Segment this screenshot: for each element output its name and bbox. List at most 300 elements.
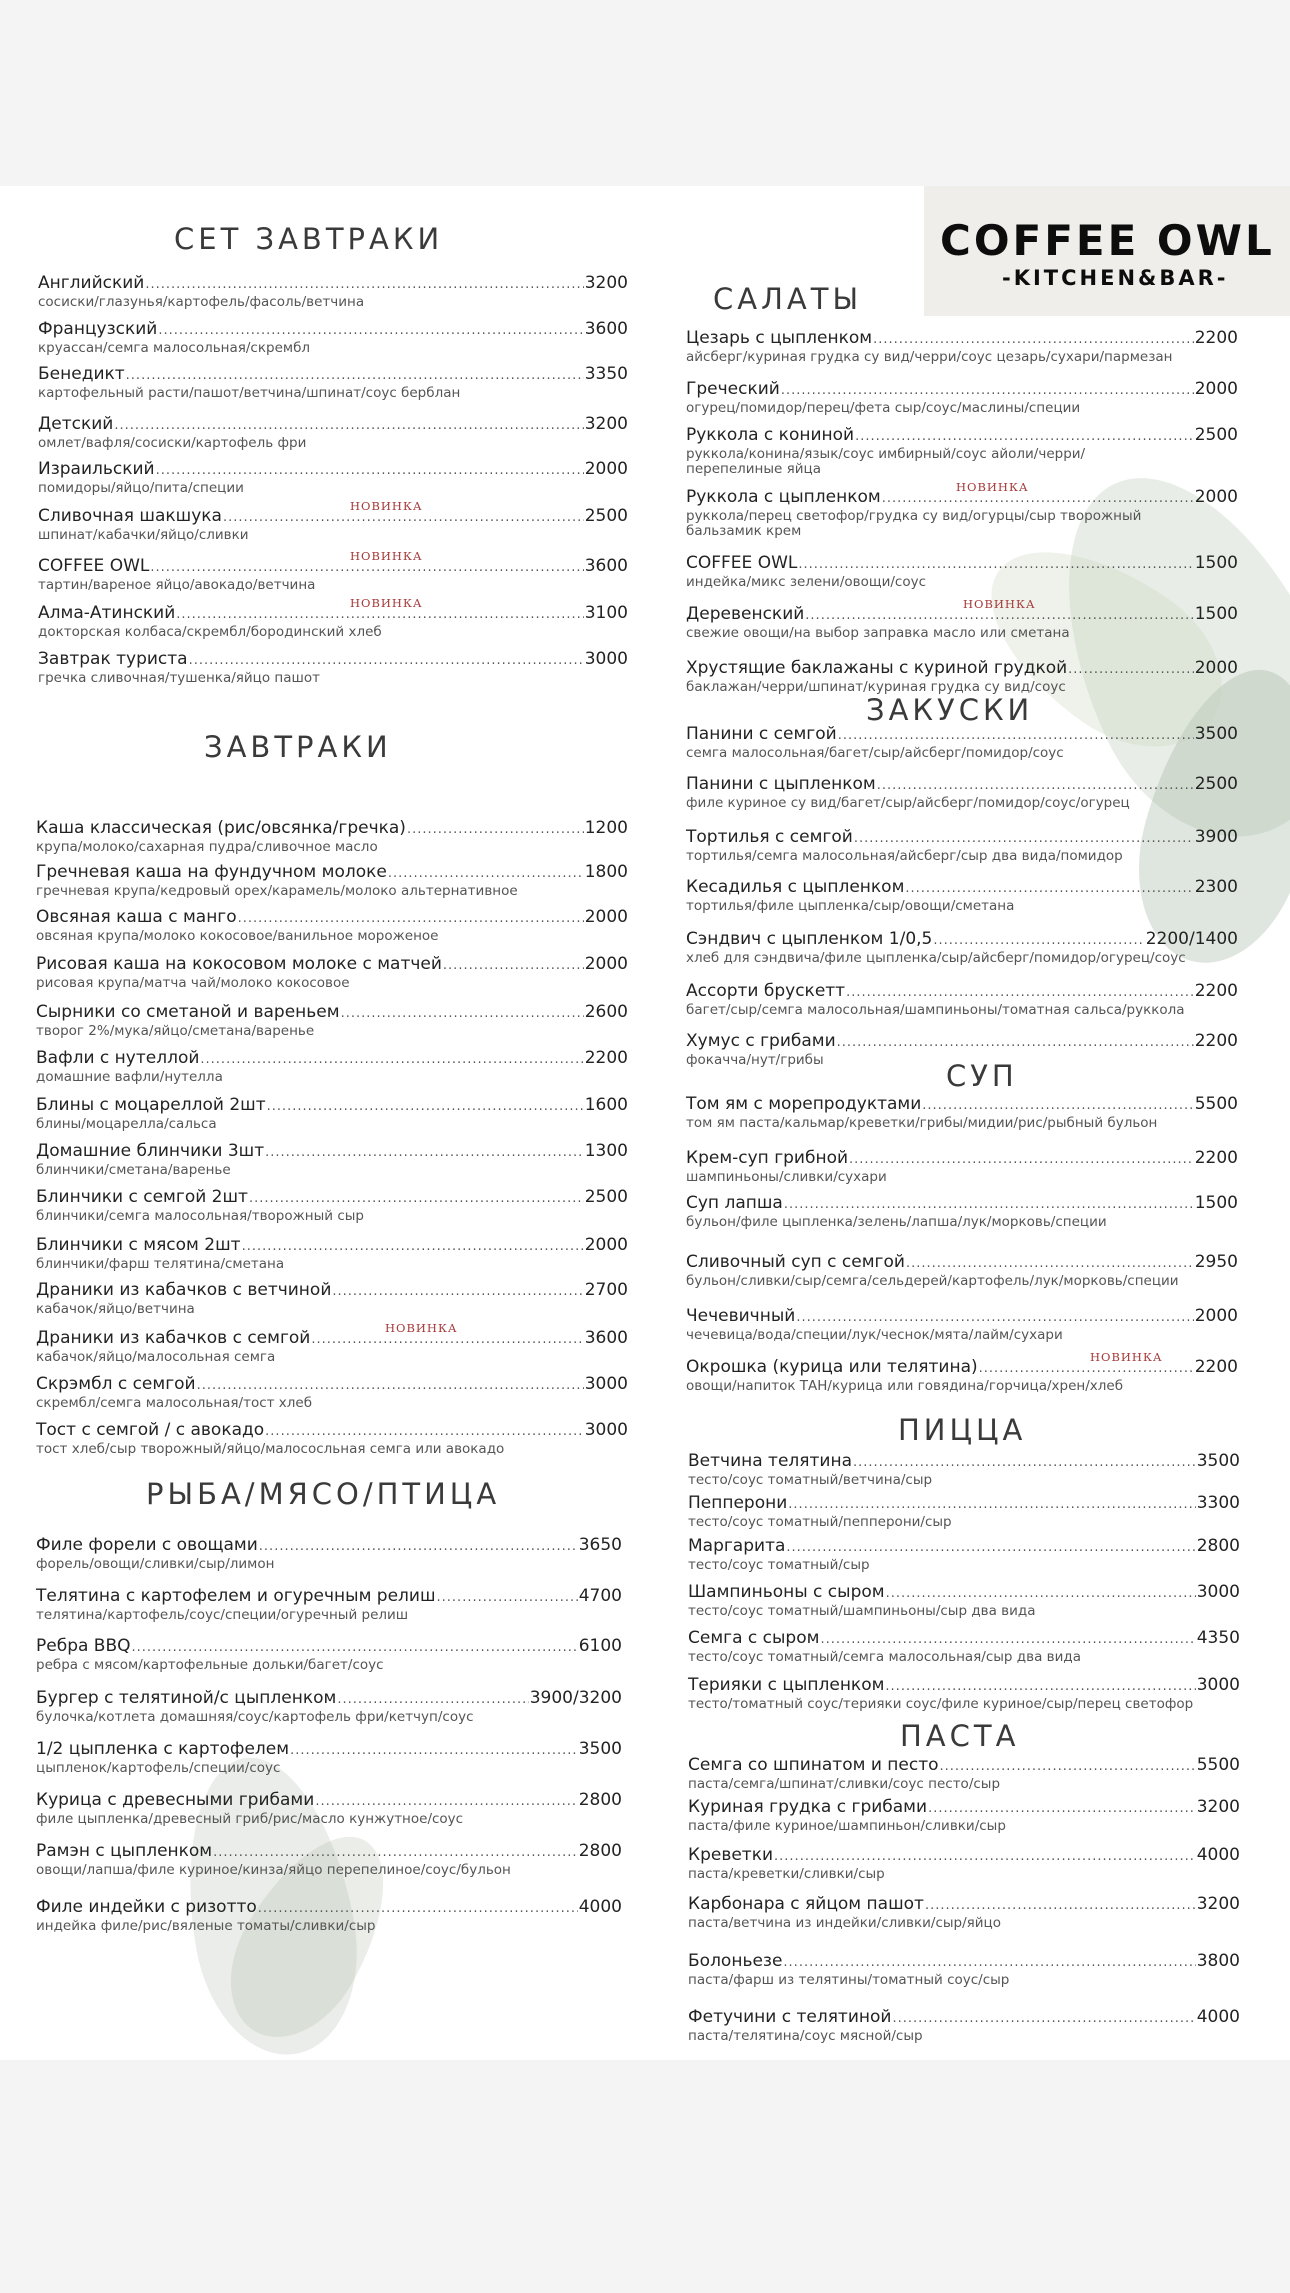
menu-item-breakfast	[36, 1187, 628, 1224]
menu-item-description: огурец/помидор/перец/фета сыр/соус/маслины/специи	[686, 400, 1081, 416]
menu-item-description: индейка филе/рис/вяленые томаты/сливки/сыр	[36, 1918, 376, 1934]
menu-item-price: 3500	[1194, 724, 1238, 744]
menu-item-description: блинчики/сметана/варенье	[36, 1162, 231, 1178]
menu-item-price: 2600	[584, 1002, 628, 1022]
menu-item-description: руккола/перец светофор/грудка су вид/огурцы/сыр творожный бальзамик крем	[686, 508, 1142, 539]
menu-item-pasta	[688, 1797, 1240, 1834]
menu-item-row	[686, 425, 1238, 447]
menu-item-row	[36, 954, 628, 976]
menu-item-name: Детский	[38, 414, 114, 434]
menu-item-row	[688, 1755, 1240, 1777]
menu-item-description: паста/филе куриное/шампиньон/сливки/сыр	[688, 1818, 1006, 1834]
menu-item-row	[36, 1739, 622, 1761]
menu-item-description: цыпленок/картофель/специи/соус	[36, 1760, 281, 1776]
menu-item-price: 2700	[584, 1280, 628, 1300]
menu-item-description: паста/фарш из телятины/томатный соус/сыр	[688, 1972, 1010, 1988]
menu-item-price: 2000	[1194, 379, 1238, 399]
menu-item-price: 2000	[584, 907, 628, 927]
dot-leader	[242, 1237, 584, 1257]
menu-item-price: 2000	[1194, 1306, 1238, 1326]
menu-item-breakfast	[36, 1095, 628, 1132]
menu-item-row	[38, 506, 628, 528]
menu-item-price: 3000	[584, 1374, 628, 1394]
new-badge: НОВИНКА	[1090, 1350, 1163, 1364]
menu-item-description: айсберг/куриная грудка су вид/черри/соус цезарь/сухари/пармезан	[686, 349, 1173, 365]
menu-item-row	[36, 1897, 622, 1919]
menu-item-description: тортилья/филе цыпленка/сыр/овощи/сметана	[686, 898, 1015, 914]
menu-item-price: 1500	[1194, 1193, 1238, 1213]
menu-item-name: Каша классическая (рис/овсянка/гречка)	[36, 818, 406, 838]
menu-item-description: семга малосольная/багет/сыр/айсберг/помидор/соус	[686, 745, 1064, 761]
menu-item-pasta	[688, 2007, 1240, 2044]
menu-item-description: форель/овощи/сливки/сыр/лимон	[36, 1556, 275, 1572]
menu-item-price: 3600	[584, 319, 628, 339]
menu-item-salads	[686, 328, 1238, 365]
menu-item-price: 3350	[584, 364, 628, 384]
menu-item-breakfast	[36, 1420, 628, 1457]
menu-item-price: 2200	[584, 1048, 628, 1068]
dot-leader	[407, 820, 584, 840]
menu-item-row	[686, 553, 1238, 575]
menu-item-row	[688, 1451, 1240, 1473]
menu-item-name: Телятина с картофелем и огуречным релиш	[36, 1586, 436, 1606]
menu-item-row	[36, 1095, 628, 1117]
dot-leader	[928, 1799, 1196, 1819]
dot-leader	[820, 1630, 1195, 1650]
menu-item-description: бульон/филе цыпленка/зелень/лапша/лук/морковь/специи	[686, 1214, 1107, 1230]
menu-item-price: 3200	[584, 273, 628, 293]
menu-item-name: Драники из кабачков с ветчиной	[36, 1280, 332, 1300]
menu-item-row	[686, 328, 1238, 350]
menu-item-breakfast	[36, 862, 628, 899]
menu-item-fish-meat	[36, 1586, 622, 1623]
menu-item-name: Курица с древесными грибами	[36, 1790, 315, 1810]
menu-item-price: 5500	[1196, 1755, 1240, 1775]
menu-item-price: 2300	[1194, 877, 1238, 897]
menu-item-name: Руккола с кониной	[686, 425, 855, 445]
menu-item-snacks	[686, 929, 1238, 966]
dot-leader	[798, 555, 1193, 575]
menu-item-name: Гречневая каша на фундучном молоке	[36, 862, 387, 882]
menu-item-soup	[686, 1252, 1238, 1289]
dot-leader	[873, 330, 1194, 350]
menu-item-description: омлет/вафля/сосиски/картофель фри	[38, 435, 307, 451]
menu-item-price: 2800	[1196, 1536, 1240, 1556]
menu-item-name: Окрошка (курица или телятина)	[686, 1357, 978, 1377]
menu-item-name: Домашние блинчики 3шт	[36, 1141, 265, 1161]
menu-item-price: 1200	[584, 818, 628, 838]
dot-leader	[796, 1308, 1193, 1328]
menu-item-set-breakfast	[38, 459, 628, 496]
menu-item-fish-meat	[36, 1841, 622, 1878]
menu-item-row	[686, 981, 1238, 1003]
menu-item-name: Семга со шпинатом и песто	[688, 1755, 939, 1775]
menu-item-description: свежие овощи/на выбор заправка масло или сметана	[686, 625, 1070, 641]
menu-item-price: 3600	[584, 1328, 628, 1348]
menu-item-snacks	[686, 877, 1238, 914]
menu-item-fish-meat	[36, 1688, 622, 1725]
menu-item-description: ребра с мясом/картофельные дольки/багет/соус	[36, 1657, 384, 1673]
menu-item-name: Английский	[38, 273, 145, 293]
dot-leader	[1068, 660, 1194, 680]
menu-item-name: Французский	[38, 319, 158, 339]
menu-item-price: 3200	[1196, 1797, 1240, 1817]
menu-item-price: 3500	[1196, 1451, 1240, 1471]
menu-item-name: Шампиньоны с сыром	[688, 1582, 885, 1602]
menu-item-name: Тост с семгой / с авокадо	[36, 1420, 265, 1440]
menu-item-row	[686, 658, 1238, 680]
dot-leader	[265, 1143, 584, 1163]
menu-item-row	[36, 862, 628, 884]
dot-leader	[855, 427, 1194, 447]
menu-item-description: овощи/лапша/филе куриное/кинза/яйцо перепелиное/соус/бульон	[36, 1862, 511, 1878]
menu-item-name: Крем-суп грибной	[686, 1148, 849, 1168]
menu-item-fish-meat	[36, 1790, 622, 1827]
menu-item-salads	[686, 379, 1238, 416]
menu-item-set-breakfast	[38, 603, 628, 640]
dot-leader	[784, 1195, 1194, 1215]
menu-item-row	[36, 1841, 622, 1863]
menu-item-price: 3000	[1196, 1582, 1240, 1602]
dot-leader	[315, 1792, 577, 1812]
menu-item-price: 2800	[578, 1841, 622, 1861]
menu-item-name: Пепперони	[688, 1493, 788, 1513]
menu-item-row	[688, 1493, 1240, 1515]
menu-item-row	[36, 818, 628, 840]
menu-item-price: 2000	[584, 1235, 628, 1255]
menu-item-name: Цезарь с цыпленком	[686, 328, 873, 348]
menu-item-name: Сливочная шакшука	[38, 506, 222, 526]
menu-item-row	[688, 1951, 1240, 1973]
menu-page	[0, 186, 1290, 2060]
menu-item-name: Сырники со сметаной и вареньем	[36, 1002, 340, 1022]
menu-item-row	[686, 724, 1238, 746]
menu-item-row	[686, 774, 1238, 796]
brand-title: COFFEE OWL	[940, 216, 1275, 265]
menu-item-name: Фетучини с телятиной	[688, 2007, 892, 2027]
menu-item-price: 3900	[1194, 827, 1238, 847]
menu-item-soup	[686, 1148, 1238, 1185]
menu-item-name: Рамэн с цыпленком	[36, 1841, 213, 1861]
dot-leader	[838, 726, 1194, 746]
menu-item-price: 3650	[578, 1535, 622, 1555]
menu-item-fish-meat	[36, 1535, 622, 1572]
menu-item-pizza	[688, 1451, 1240, 1488]
menu-item-description: шампиньоны/сливки/сухари	[686, 1169, 887, 1185]
menu-item-description: скрембл/семга малосольная/тост хлеб	[36, 1395, 313, 1411]
menu-item-price: 2200	[1194, 1357, 1238, 1377]
menu-item-description: паста/креветки/сливки/сыр	[688, 1866, 885, 1882]
menu-item-fish-meat	[36, 1897, 622, 1934]
dot-leader	[126, 366, 584, 386]
menu-item-name: Руккола с цыпленком	[686, 487, 881, 507]
menu-item-row	[686, 1252, 1238, 1274]
menu-item-description: творог 2%/мука/яйцо/сметана/варенье	[36, 1023, 315, 1039]
dot-leader	[846, 983, 1194, 1003]
menu-item-name: Скрэмбл с семгой	[36, 1374, 196, 1394]
menu-item-breakfast	[36, 1002, 628, 1039]
dot-leader	[774, 1847, 1196, 1867]
menu-item-row	[688, 1894, 1240, 1916]
menu-item-row	[688, 1845, 1240, 1867]
menu-item-description: паста/ветчина из индейки/сливки/сыр/яйцо	[688, 1915, 1002, 1931]
menu-item-name: Тортилья с семгой	[686, 827, 853, 847]
menu-item-price: 4700	[578, 1586, 622, 1606]
menu-item-name: Кесадилья с цыпленком	[686, 877, 905, 897]
dot-leader	[145, 275, 583, 295]
menu-item-set-breakfast	[38, 414, 628, 451]
menu-item-pasta	[688, 1951, 1240, 1988]
menu-item-description: кабачок/яйцо/малосольная семга	[36, 1349, 276, 1365]
menu-item-price: 3100	[584, 603, 628, 623]
menu-item-price: 3300	[1196, 1493, 1240, 1513]
menu-item-breakfast	[36, 954, 628, 991]
dot-leader	[267, 1097, 584, 1117]
dot-leader	[114, 416, 583, 436]
dot-leader	[156, 461, 584, 481]
menu-item-price: 3900/3200	[529, 1688, 622, 1708]
menu-item-description: фокачча/нут/грибы	[686, 1052, 824, 1068]
dot-leader	[259, 1537, 578, 1557]
section-title-pizza: ПИЦЦА	[898, 1413, 1027, 1447]
dot-leader	[940, 1757, 1196, 1777]
menu-item-row	[36, 1535, 622, 1557]
menu-item-row	[38, 364, 628, 386]
section-title-snacks: ЗАКУСКИ	[866, 693, 1034, 727]
menu-item-name: Блины с моцареллой 2шт	[36, 1095, 266, 1115]
menu-item-set-breakfast	[38, 273, 628, 310]
menu-item-name: Ассорти брускетт	[686, 981, 846, 1001]
menu-item-description: паста/телятина/соус мясной/сыр	[688, 2028, 923, 2044]
dot-leader	[332, 1282, 583, 1302]
new-badge: НОВИНКА	[350, 596, 423, 610]
menu-item-row	[688, 1536, 1240, 1558]
menu-item-price: 2500	[1194, 425, 1238, 445]
menu-item-breakfast	[36, 1280, 628, 1317]
menu-item-description: тартин/вареное яйцо/авокадо/ветчина	[38, 577, 316, 593]
menu-item-set-breakfast	[38, 506, 628, 543]
menu-item-name: Карбонара с яйцом пашот	[688, 1894, 924, 1914]
dot-leader	[265, 1422, 584, 1442]
dot-leader	[213, 1843, 578, 1863]
menu-item-price: 3600	[584, 556, 628, 576]
menu-item-description: руккола/конина/язык/соус имбирный/соус айоли/черри/ перепелиные яйца	[686, 446, 1086, 477]
menu-item-name: Ветчина телятина	[688, 1451, 852, 1471]
menu-item-name: Филе индейки с ризотто	[36, 1897, 257, 1917]
dot-leader	[905, 879, 1193, 899]
menu-item-description: шпинат/кабачки/яйцо/сливки	[38, 527, 249, 543]
menu-item-pasta	[688, 1755, 1240, 1792]
menu-item-name: Рисовая каша на кокосовом молоке с матчей	[36, 954, 442, 974]
menu-item-name: Маргарита	[688, 1536, 786, 1556]
dot-leader	[337, 1690, 528, 1710]
menu-item-snacks	[686, 827, 1238, 864]
dot-leader	[853, 1453, 1196, 1473]
dot-leader	[437, 1588, 578, 1608]
menu-item-row	[686, 604, 1238, 626]
menu-item-row	[38, 603, 628, 625]
menu-item-row	[36, 1420, 628, 1442]
menu-item-name: Семга с сыром	[688, 1628, 820, 1648]
menu-item-price: 2950	[1194, 1252, 1238, 1272]
dot-leader	[925, 1896, 1196, 1916]
dot-leader	[933, 931, 1144, 951]
menu-item-price: 2200/1400	[1145, 929, 1238, 949]
menu-item-price: 2000	[584, 459, 628, 479]
dot-leader	[200, 1050, 583, 1070]
dot-leader	[238, 909, 584, 929]
menu-item-row	[686, 827, 1238, 849]
menu-item-description: блинчики/фарш телятина/сметана	[36, 1256, 285, 1272]
menu-item-row	[36, 1280, 628, 1302]
menu-item-soup	[686, 1193, 1238, 1230]
menu-item-name: Филе форели с овощами	[36, 1535, 258, 1555]
dot-leader	[849, 1150, 1194, 1170]
menu-item-price: 2000	[1194, 487, 1238, 507]
menu-item-name: Блинчики с мясом 2шт	[36, 1235, 241, 1255]
menu-item-price: 5500	[1194, 1094, 1238, 1114]
dot-leader	[906, 1254, 1194, 1274]
new-badge: НОВИНКА	[956, 480, 1029, 494]
menu-item-description: блины/моцарелла/сальса	[36, 1116, 217, 1132]
menu-item-row	[36, 1586, 622, 1608]
menu-item-name: Алма-Атинский	[38, 603, 176, 623]
menu-item-price: 1500	[1194, 604, 1238, 624]
menu-item-price: 2800	[578, 1790, 622, 1810]
menu-item-name: Деревенский	[686, 604, 805, 624]
menu-item-name: Вафли с нутеллой	[36, 1048, 200, 1068]
menu-item-description: домашние вафли/нутелла	[36, 1069, 223, 1085]
menu-item-row	[686, 1148, 1238, 1170]
menu-item-row	[36, 1790, 622, 1812]
dot-leader	[786, 1538, 1195, 1558]
menu-item-description: индейка/микс зелени/овощи/соус	[686, 574, 926, 590]
menu-item-description: помидоры/яйцо/пита/специи	[38, 480, 244, 496]
menu-item-price: 2500	[584, 1187, 628, 1207]
menu-item-row	[686, 1031, 1238, 1053]
new-badge: НОВИНКА	[350, 549, 423, 563]
menu-item-description: паста/семга/шпинат/сливки/соус песто/сыр	[688, 1776, 1001, 1792]
menu-item-description: овощи/напиток ТАН/курица или говядина/горчица/хрен/хлеб	[686, 1378, 1124, 1394]
menu-item-row	[36, 1688, 622, 1710]
menu-item-row	[36, 1048, 628, 1070]
menu-item-name: Овсяная каша с манго	[36, 907, 237, 927]
menu-item-name: Сэндвич с цыпленком 1/0,5	[686, 929, 933, 949]
menu-item-name: Хрустящие баклажаны с куриной грудкой	[686, 658, 1068, 678]
menu-item-pizza	[688, 1582, 1240, 1619]
menu-item-price: 2500	[584, 506, 628, 526]
menu-item-price: 1500	[1194, 553, 1238, 573]
menu-item-fish-meat	[36, 1739, 622, 1776]
menu-item-name: Ребра BBQ	[36, 1636, 131, 1656]
menu-item-pizza	[688, 1628, 1240, 1665]
menu-item-name: Бургер с телятиной/с цыпленком	[36, 1688, 337, 1708]
section-title-soup: СУП	[946, 1059, 1018, 1093]
menu-item-price: 2200	[1194, 1148, 1238, 1168]
menu-item-pasta	[688, 1894, 1240, 1931]
menu-item-salads	[686, 658, 1238, 695]
menu-item-row	[688, 2007, 1240, 2029]
menu-item-price: 1300	[584, 1141, 628, 1161]
menu-item-row	[38, 414, 628, 436]
dot-leader	[783, 1953, 1195, 1973]
menu-item-row	[686, 877, 1238, 899]
menu-item-price: 3500	[578, 1739, 622, 1759]
dot-leader	[189, 651, 584, 671]
dot-leader	[388, 864, 584, 884]
dot-leader	[290, 1741, 578, 1761]
menu-item-breakfast	[36, 1048, 628, 1085]
menu-item-name: Терияки с цыпленком	[688, 1675, 885, 1695]
dot-leader	[158, 321, 583, 341]
dot-leader	[443, 956, 584, 976]
menu-item-description: гречневая крупа/кедровый орех/карамель/молоко альтернативное	[36, 883, 518, 899]
menu-item-price: 2500	[1194, 774, 1238, 794]
menu-item-description: телятина/картофель/соус/специи/огуречный релиш	[36, 1607, 409, 1623]
new-badge: НОВИНКА	[963, 597, 1036, 611]
menu-item-description: тесто/соус томатный/сыр	[688, 1557, 870, 1573]
brand-subtitle: -KITCHEN&BAR-	[1002, 266, 1229, 290]
menu-item-price: 1800	[584, 862, 628, 882]
menu-item-row	[36, 1636, 622, 1658]
dot-leader	[854, 829, 1194, 849]
menu-item-row	[688, 1628, 1240, 1650]
dot-leader	[132, 1638, 578, 1658]
menu-item-pizza	[688, 1493, 1240, 1530]
menu-item-name: Том ям с морепродуктами	[686, 1094, 922, 1114]
menu-item-price: 1600	[584, 1095, 628, 1115]
menu-item-description: тесто/соус томатный/пепперони/сыр	[688, 1514, 952, 1530]
menu-item-name: Завтрак туриста	[38, 649, 188, 669]
menu-item-description: тортилья/семга малосольная/айсберг/сыр два вида/помидор	[686, 848, 1123, 864]
dot-leader	[249, 1189, 584, 1209]
menu-item-name: Панини с цыпленком	[686, 774, 876, 794]
dot-leader	[197, 1376, 584, 1396]
menu-item-set-breakfast	[38, 556, 628, 593]
menu-item-set-breakfast	[38, 649, 628, 686]
menu-item-row	[688, 1675, 1240, 1697]
menu-item-row	[36, 1235, 628, 1257]
section-title-set-breakfast: СЕТ ЗАВТРАКИ	[174, 222, 444, 256]
menu-item-description: тесто/томатный соус/терияки соус/филе куриное/сыр/перец светофор	[688, 1696, 1194, 1712]
menu-item-soup	[686, 1094, 1238, 1131]
menu-item-name: Греческий	[686, 379, 780, 399]
menu-item-description: тесто/соус томатный/ветчина/сыр	[688, 1472, 933, 1488]
dot-leader	[837, 1033, 1194, 1053]
menu-item-price: 3800	[1196, 1951, 1240, 1971]
menu-item-price: 4000	[1196, 1845, 1240, 1865]
menu-item-salads	[686, 425, 1238, 477]
menu-item-description: докторская колбаса/скрембл/бородинский хлеб	[38, 624, 382, 640]
menu-item-row	[38, 556, 628, 578]
menu-item-description: круассан/семга малосольная/скрембл	[38, 340, 311, 356]
menu-item-description: филе цыпленка/древесный гриб/рис/масло кунжутное/соус	[36, 1811, 464, 1827]
section-title-breakfast: ЗАВТРАКИ	[204, 730, 392, 764]
menu-item-name: Куриная грудка с грибами	[688, 1797, 928, 1817]
menu-item-description: баклажан/черри/шпинат/куриная грудка су вид/соус	[686, 679, 1066, 695]
brand-block	[924, 186, 1290, 316]
menu-item-set-breakfast	[38, 364, 628, 401]
menu-item-row	[36, 1002, 628, 1024]
dot-leader	[877, 776, 1194, 796]
menu-item-price: 3000	[1196, 1675, 1240, 1695]
menu-item-description: чечевица/вода/специи/лук/чеснок/мята/лайм/сухари	[686, 1327, 1063, 1343]
menu-item-snacks	[686, 981, 1238, 1018]
menu-item-price: 3000	[584, 1420, 628, 1440]
menu-item-row	[36, 1187, 628, 1209]
menu-item-row	[36, 907, 628, 929]
menu-item-snacks	[686, 724, 1238, 761]
